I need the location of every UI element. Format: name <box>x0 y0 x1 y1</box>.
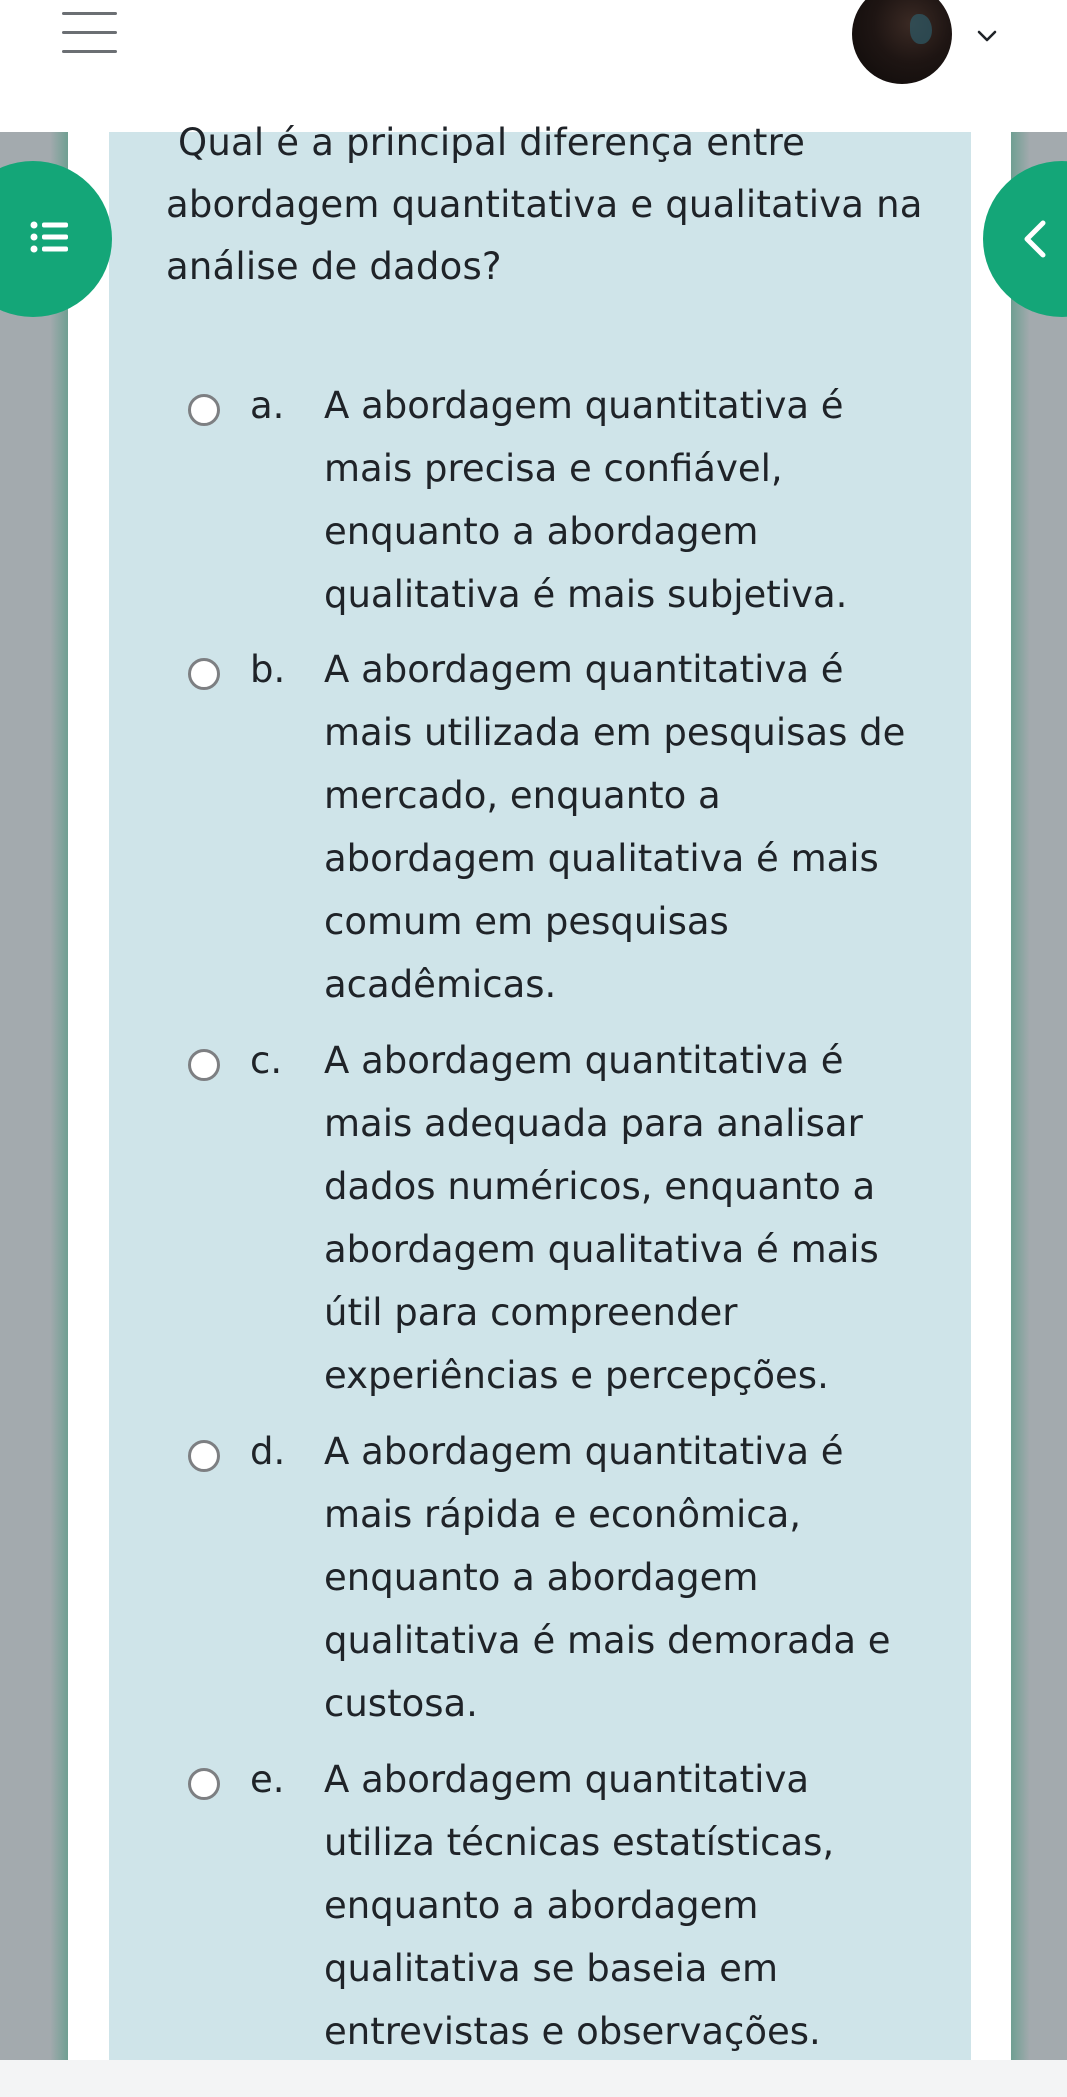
radio-button[interactable] <box>188 394 220 426</box>
user-avatar[interactable] <box>852 0 952 84</box>
radio-button[interactable] <box>188 658 220 690</box>
option-letter: d. <box>250 1430 286 1473</box>
hamburger-menu-icon[interactable] <box>60 10 120 60</box>
option-text: A abordagem quantitativa é mais rápida e econômica, enquanto a abordagem qualitativa é mais demorada e custosa. <box>324 1430 891 1725</box>
option-text: A abordagem quantitativa é mais utilizada em pesquisas de mercado, enquanto a abordagem qualitativa é mais comum em pesquisas acadêmicas. <box>324 648 906 1006</box>
option-text: A abordagem quantitativa utiliza técnicas estatísticas, enquanto a abordagem qualitativa se baseia em entrevistas e observações. <box>324 1758 835 2053</box>
option-letter: e. <box>250 1758 285 1801</box>
option-text: A abordagem quantitativa é mais precisa e confiável, enquanto a abordagem qualitativa é mais subjetiva. <box>324 384 848 616</box>
radio-button[interactable] <box>188 1440 220 1472</box>
chevron-down-icon[interactable] <box>975 24 999 48</box>
menu-bar <box>62 50 117 53</box>
menu-bar <box>62 31 117 34</box>
radio-button[interactable] <box>188 1049 220 1081</box>
menu-bar <box>62 12 117 15</box>
chevron-left-icon <box>1023 219 1047 259</box>
option-letter: a. <box>250 384 285 427</box>
option-text: A abordagem quantitativa é mais adequada para analisar dados numéricos, enquanto a abordagem qualitativa é mais útil para compreender experiências e percepções. <box>324 1039 879 1397</box>
option-letter: b. <box>250 648 286 691</box>
radio-button[interactable] <box>188 1768 220 1800</box>
question-text: Qual é a principal diferença entre abordagem quantitativa e qualitativa na análise de dados? <box>166 121 923 288</box>
bottom-strip <box>0 2060 1067 2097</box>
list-icon <box>30 221 70 253</box>
option-letter: c. <box>250 1039 283 1082</box>
